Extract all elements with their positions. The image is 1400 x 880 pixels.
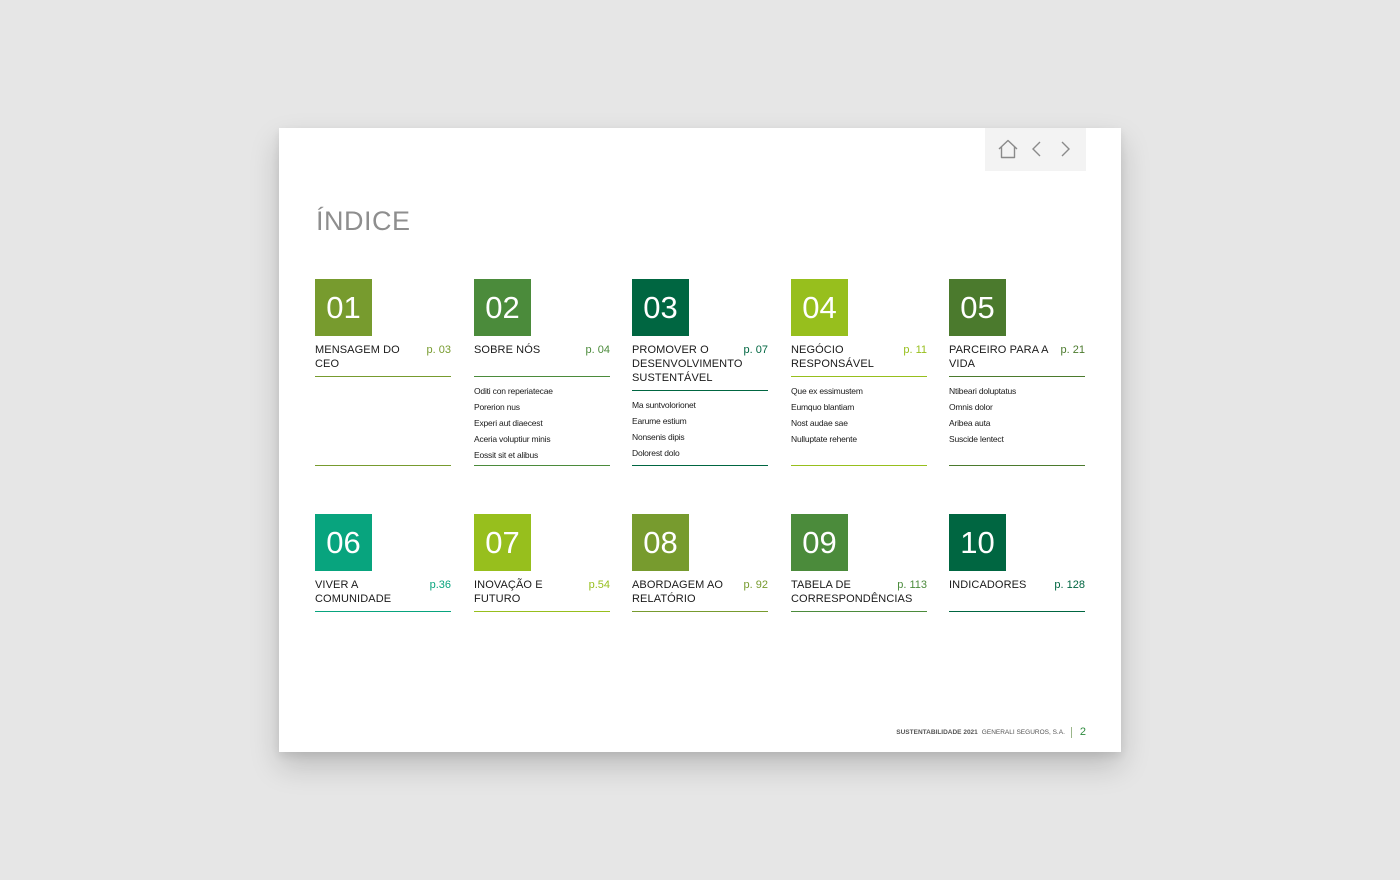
section-page-link[interactable]: p. 03 xyxy=(426,344,451,356)
subsection-item[interactable]: Oditi con reperiatecae xyxy=(474,386,553,396)
section-heading xyxy=(949,343,1085,371)
section-page-link[interactable]: p. 128 xyxy=(1054,579,1085,591)
section-page-link[interactable]: p. 113 xyxy=(897,579,927,591)
navigation-bar xyxy=(985,128,1086,171)
section-number: 07 xyxy=(474,514,531,571)
section-title[interactable]: VIVER A COMUNIDADE xyxy=(315,579,392,605)
subsection-item[interactable]: Ntibeari doluptatus xyxy=(949,386,1017,396)
section-number: 02 xyxy=(474,279,531,336)
section-number: 06 xyxy=(315,514,372,571)
section-card-10[interactable] xyxy=(949,514,1085,612)
section-title[interactable]: PROMOVER O DESENVOLVIMENTO SUSTENTÁVEL xyxy=(632,344,743,384)
report-page xyxy=(279,128,1121,752)
section-bottom-divider xyxy=(632,465,768,466)
subsection-item[interactable]: Eumquo blantiam xyxy=(791,402,855,412)
section-divider xyxy=(632,611,768,612)
section-title[interactable]: INOVAÇÃO E FUTURO xyxy=(474,579,543,605)
section-divider xyxy=(632,390,768,391)
subsection-list xyxy=(791,383,927,447)
section-divider xyxy=(315,376,451,377)
section-divider xyxy=(315,611,451,612)
subsection-item[interactable]: Ma suntvolorionet xyxy=(632,400,696,410)
section-heading xyxy=(474,578,610,606)
section-card-03[interactable] xyxy=(632,279,768,461)
subsection-item[interactable]: Nulluptate rehente xyxy=(791,434,857,444)
page-number: 2 xyxy=(1079,726,1086,738)
section-card-08[interactable] xyxy=(632,514,768,612)
section-page-link[interactable]: p. 21 xyxy=(1060,344,1085,356)
section-page-link[interactable]: p. 07 xyxy=(743,344,768,356)
subsection-item[interactable]: Aribea auta xyxy=(949,418,991,428)
section-title[interactable]: SOBRE NÓS xyxy=(474,344,541,356)
subsection-list xyxy=(474,383,610,463)
section-bottom-divider xyxy=(791,465,927,466)
section-title[interactable]: ABORDAGEM AO RELATÓRIO xyxy=(632,579,724,605)
footer-divider xyxy=(1071,727,1072,738)
section-title[interactable]: TABELA DE CORRESPONDÊNCIAS xyxy=(791,579,913,605)
section-title[interactable]: MENSAGEM DO CEO xyxy=(315,344,400,370)
section-heading xyxy=(474,343,610,371)
page-footer xyxy=(896,726,1086,738)
subsection-list xyxy=(949,383,1085,447)
section-title[interactable]: NEGÓCIO RESPONSÁVEL xyxy=(791,344,875,370)
section-heading xyxy=(949,578,1085,606)
section-heading xyxy=(315,343,451,371)
subsection-item[interactable]: Dolorest dolo xyxy=(632,448,680,458)
subsection-item[interactable]: Nost audae sae xyxy=(791,418,848,428)
section-page-link[interactable]: p.54 xyxy=(588,579,610,591)
section-divider xyxy=(474,376,610,377)
section-divider xyxy=(474,611,610,612)
section-heading xyxy=(315,578,451,606)
subsection-item[interactable]: Porerion nus xyxy=(474,402,520,412)
next-page-button[interactable] xyxy=(1052,136,1078,162)
section-page-link[interactable]: p. 04 xyxy=(585,344,610,356)
section-card-07[interactable] xyxy=(474,514,610,612)
section-divider xyxy=(791,376,927,377)
section-heading xyxy=(791,578,927,606)
section-card-01[interactable] xyxy=(315,279,451,383)
subsection-item[interactable]: Omnis dolor xyxy=(949,402,993,412)
page-title: ÍNDICE xyxy=(316,206,411,236)
section-page-link[interactable]: p.36 xyxy=(429,579,451,591)
section-divider xyxy=(949,376,1085,377)
section-bottom-divider xyxy=(315,465,451,466)
section-bottom-divider xyxy=(949,465,1085,466)
subsection-item[interactable]: Earume estium xyxy=(632,416,687,426)
section-number: 08 xyxy=(632,514,689,571)
section-number: 09 xyxy=(791,514,848,571)
section-title[interactable]: PARCEIRO PARA A VIDA xyxy=(949,344,1048,370)
home-button[interactable] xyxy=(995,136,1021,162)
section-heading xyxy=(791,343,927,371)
section-number: 03 xyxy=(632,279,689,336)
section-number: 01 xyxy=(315,279,372,336)
section-number: 10 xyxy=(949,514,1006,571)
subsection-item[interactable]: Eossit sit et alibus xyxy=(474,450,539,460)
subsection-item[interactable]: Aceria voluptiur minis xyxy=(474,434,551,444)
footer-company: GENERALI SEGUROS, S.A. xyxy=(981,728,1065,736)
section-bottom-divider xyxy=(474,465,610,466)
section-number: 05 xyxy=(949,279,1006,336)
section-card-05[interactable] xyxy=(949,279,1085,447)
section-page-link[interactable]: p. 11 xyxy=(903,344,927,356)
subsection-list xyxy=(632,397,768,461)
subsection-item[interactable]: Que ex essimustem xyxy=(791,386,863,396)
footer-report-title: SUSTENTABILIDADE 2021 xyxy=(896,728,978,736)
chevron-left-icon xyxy=(1024,136,1050,162)
section-card-06[interactable] xyxy=(315,514,451,612)
section-card-04[interactable] xyxy=(791,279,927,447)
section-heading xyxy=(632,343,768,385)
home-icon xyxy=(995,136,1021,162)
chevron-right-icon xyxy=(1052,136,1078,162)
section-card-09[interactable] xyxy=(791,514,927,612)
subsection-item[interactable]: Experi aut diaecest xyxy=(474,418,543,428)
section-card-02[interactable] xyxy=(474,279,610,463)
subsection-item[interactable]: Nonsenis dipis xyxy=(632,432,685,442)
section-divider xyxy=(791,611,927,612)
previous-page-button[interactable] xyxy=(1024,136,1050,162)
section-number: 04 xyxy=(791,279,848,336)
section-page-link[interactable]: p. 92 xyxy=(743,579,768,591)
section-heading xyxy=(632,578,768,606)
subsection-item[interactable]: Suscide lentect xyxy=(949,434,1004,444)
section-divider xyxy=(949,611,1085,612)
section-title[interactable]: INDICADORES xyxy=(949,579,1027,591)
